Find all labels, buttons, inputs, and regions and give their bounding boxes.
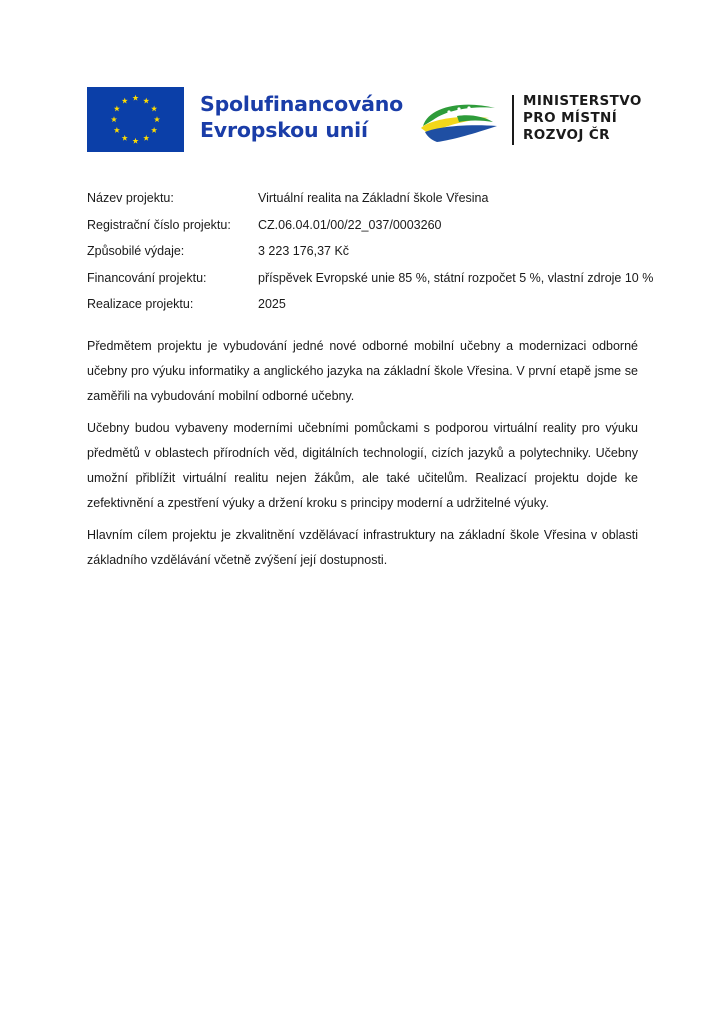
paragraph: Učebny budou vybaveny moderními učebními pomůckami s podporou virtuální reality pro výuku předmětů v oblastech přírodních věd, digitálních technologií, cizích jazyků a polytechniky. Učebny umožní přiblížit virtuální realitu nejen žákům, ale také učitelům. Realizací projektu dojde ke zefektivnění a zpestření výuky a držení kroku s principy moderní a udržitelné výuky. [87,421,638,510]
logo-separator [512,95,514,145]
info-label: Financování projektu: [87,270,207,285]
info-value: 3 223 176,37 Kč [258,244,350,258]
project-info-table [87,188,654,321]
info-label: Způsobilé výdaje: [87,244,185,258]
info-row-name [87,188,647,215]
paragraph: Předmětem projektu je vybudování jedné nové odborné mobilní učebny a modernizaci odborné učebny pro výuku informatiky a anglického jazyka na základní škole Vřesina. V první etapě jsme se zaměřili na vybudování mobilní odborné učebny. [87,339,638,403]
info-label: Název projektu: [87,191,174,205]
info-row-expenses [87,241,647,268]
info-value: příspěvek Evropské unie 85 %, státní rozpočet 5 %, vlastní zdroje 10 % [258,270,654,285]
info-value: 2025 [258,297,286,311]
info-label: Registrační číslo projektu: [87,217,231,232]
info-row-realization [87,294,647,321]
info-row-financing [87,268,654,295]
info-label: Realizace projektu: [87,297,194,311]
ministry-name: MINISTERSTVO PRO MÍSTNÍ ROZVOJ ČR [523,93,642,143]
eu-cofinanced-text: Spolufinancováno Evropskou unií [200,92,404,142]
eu-flag-icon [87,87,184,152]
info-row-registration [87,215,647,242]
info-value: Virtuální realita na Základní škole Vřesina [258,191,489,205]
mmr-emblem-icon [419,96,499,146]
paragraph: Hlavním cílem projektu je zkvalitnění vzdělávací infrastruktury na základní škole Vřesina v oblasti základního vzdělávání včetně zvýšení její dostupnosti. [87,528,638,567]
header [0,0,724,160]
info-value: CZ.06.04.01/00/22_037/0003260 [258,217,442,232]
project-description [87,334,638,580]
